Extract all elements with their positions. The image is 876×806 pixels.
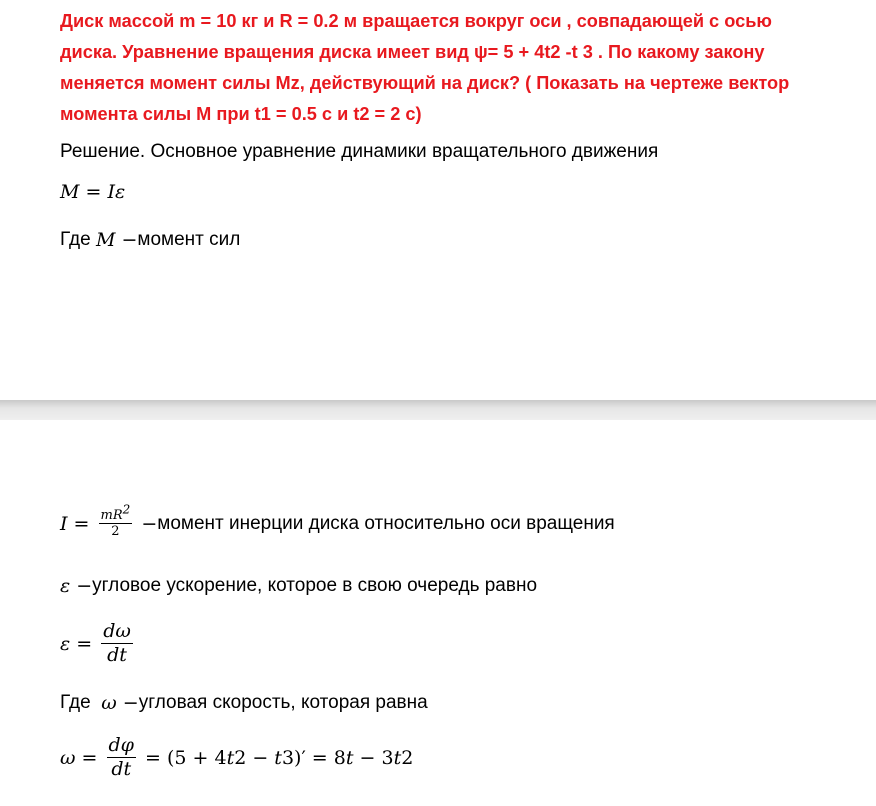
inertia-text: момент инерции диска относительно оси вращения bbox=[157, 512, 615, 534]
eq-eps-numerator: dω bbox=[103, 620, 131, 642]
problem-statement: Диск массой m = 10 кг и R = 0.2 м вращается вокруг оси , совпадающей с осью диска. Уравнение вращения диска имеет вид ψ= 5 + 4t2 -t 3 . По какому закону меняется момент силы Mz, действующий на диск? ( Показать на чертеже вектор момента силы M при t1 = 0.5 с и t2 = 2 с) bbox=[60, 11, 790, 124]
where-prefix: Где bbox=[60, 692, 102, 713]
document-page-2 bbox=[0, 420, 876, 806]
inertia-numerator bbox=[99, 502, 133, 524]
eq1-op: = bbox=[79, 181, 108, 203]
eq-eps-lhs: ε bbox=[60, 632, 71, 655]
moment-symbol: M bbox=[95, 229, 116, 251]
document-page-1 bbox=[0, 0, 876, 400]
definition-moment bbox=[60, 229, 240, 251]
eq-omega-lhs: ω bbox=[60, 746, 76, 769]
eq-eps-denominator: dt bbox=[107, 644, 127, 666]
inertia-op: = bbox=[67, 512, 96, 535]
dash: − bbox=[135, 512, 158, 535]
eq1-rhs: Iε bbox=[107, 181, 126, 203]
eq-omega-denominator: dt bbox=[111, 758, 132, 780]
eq-omega-part-c: )′ = 8 bbox=[294, 746, 346, 769]
eq-omega-op: = bbox=[75, 746, 104, 769]
definition-epsilon bbox=[60, 575, 537, 597]
definition-inertia bbox=[60, 502, 615, 539]
solution-intro: Решение. Основное уравнение динамики вращательного движения bbox=[60, 141, 659, 162]
eq-omega-fraction bbox=[107, 734, 136, 781]
eq-omega-part-b: − bbox=[246, 746, 275, 769]
eq-omega-t3: t bbox=[345, 746, 354, 769]
omega-text: угловая скорость, которая равна bbox=[138, 692, 428, 713]
inertia-num-text: mR bbox=[100, 508, 123, 523]
inertia-lhs: I bbox=[60, 512, 68, 535]
eq1-lhs: M bbox=[60, 181, 80, 203]
equation-omega: ω = $\frac{d\varphi}{dt}$ = (5 + 4 t 2 − t 3 )′ = 8 t − 3 t 2 bbox=[60, 734, 414, 780]
eq-eps-op: = bbox=[70, 632, 99, 655]
inertia-denominator: 2 bbox=[111, 524, 120, 539]
omega-symbol: ω bbox=[101, 692, 117, 714]
eq-omega-numerator: dφ bbox=[108, 734, 134, 756]
inertia-fraction bbox=[99, 502, 133, 539]
definition-omega bbox=[60, 692, 428, 714]
eq-omega-t2: t bbox=[274, 746, 282, 769]
dash: − bbox=[116, 692, 139, 714]
dash: − bbox=[115, 229, 138, 251]
inertia-num-sup: 2 bbox=[122, 502, 131, 517]
eq-omega-t4: t bbox=[393, 746, 402, 769]
where-prefix: Где bbox=[60, 229, 96, 250]
eq-omega-t1: t bbox=[226, 746, 235, 769]
eq-eps-fraction bbox=[101, 620, 133, 667]
epsilon-text: угловое ускорение, которое в свою очередь равно bbox=[92, 575, 538, 596]
epsilon-symbol: ε bbox=[60, 575, 71, 597]
dash: − bbox=[70, 575, 93, 597]
moment-text: момент сил bbox=[137, 229, 241, 250]
equation-newton-rotation bbox=[60, 181, 125, 203]
page-separator bbox=[0, 400, 876, 420]
equation-epsilon bbox=[60, 620, 136, 667]
eq-omega-part-d: − 3 bbox=[353, 746, 394, 769]
eq-omega-part-a: = (5 + 4 bbox=[138, 746, 227, 769]
